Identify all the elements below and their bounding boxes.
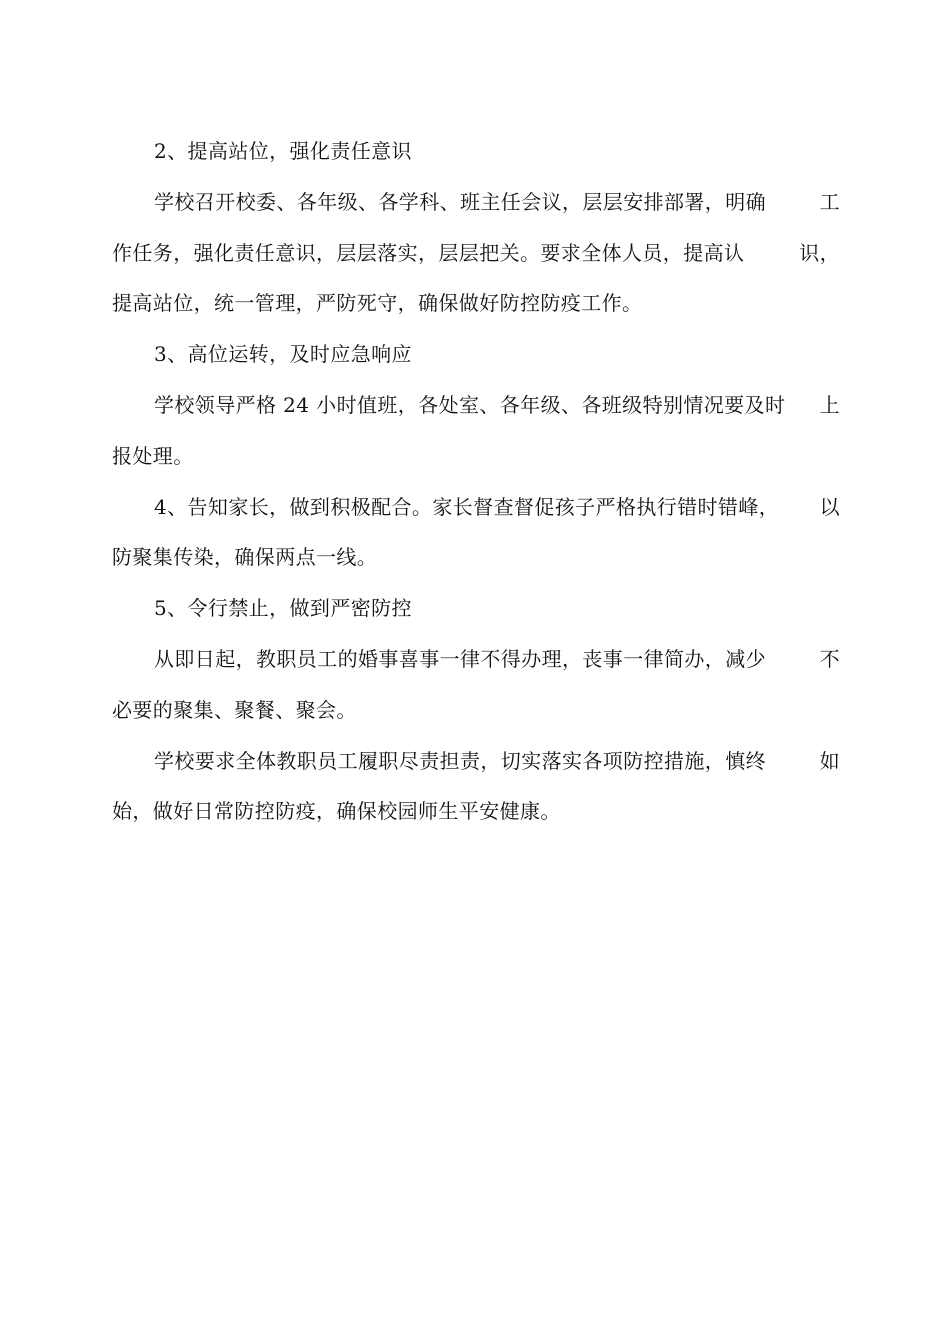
paragraph-line xyxy=(112,177,840,228)
heading-text: 5、令行禁止，做到严密防控 xyxy=(154,596,412,621)
line-tail: 上 xyxy=(819,392,840,417)
line-text: 必要的聚集、聚餐、聚会。 xyxy=(112,697,357,722)
line-text: 作任务，强化责任意识，层层落实，层层把关。要求全体人员，提高认 xyxy=(112,240,745,265)
paragraph-line xyxy=(112,736,840,787)
line-text: 报处理。 xyxy=(112,443,194,468)
paragraph-line xyxy=(112,685,840,736)
section-heading xyxy=(112,583,840,634)
line-tail: 工 xyxy=(819,189,840,214)
line-text: 提高站位，统一管理，严防死守，确保做好防控防疫工作。 xyxy=(112,291,643,316)
line-tail: 识， xyxy=(799,240,840,265)
line-text: 防聚集传染，确保两点一线。 xyxy=(112,545,378,570)
section-heading xyxy=(112,329,840,380)
paragraph-line xyxy=(112,634,840,685)
line-tail: 如 xyxy=(819,748,840,773)
paragraph-line xyxy=(112,532,840,583)
line-text: 学校要求全体教职员工履职尽责担责，切实落实各项防控措施，慎终 xyxy=(154,748,766,773)
line-text: 学校领导严格 24 小时值班，各处室、各年级、各班级特别情况要及时 xyxy=(154,392,786,417)
paragraph-line xyxy=(112,431,840,482)
line-text: 从即日起，教职员工的婚事喜事一律不得办理，丧事一律简办，减少 xyxy=(154,646,766,671)
document-body xyxy=(112,126,840,837)
heading-text: 3、高位运转，及时应急响应 xyxy=(154,342,412,367)
line-text: 4、告知家长，做到积极配合。家长督查督促孩子严格执行错时错峰， xyxy=(154,494,780,519)
paragraph-line xyxy=(112,786,840,837)
heading-text: 2、提高站位，强化责任意识 xyxy=(154,139,412,163)
line-text: 学校召开校委、各年级、各学科、班主任会议，层层安排部署，明确 xyxy=(154,189,766,214)
paragraph-line xyxy=(112,278,840,329)
line-tail: 不 xyxy=(819,646,840,671)
line-text: 始，做好日常防控防疫，确保校园师生平安健康。 xyxy=(112,799,561,824)
paragraph-line xyxy=(112,228,840,279)
paragraph-line xyxy=(112,380,840,431)
section-heading xyxy=(112,126,840,177)
paragraph-line xyxy=(112,482,840,533)
line-tail: 以 xyxy=(819,494,840,519)
